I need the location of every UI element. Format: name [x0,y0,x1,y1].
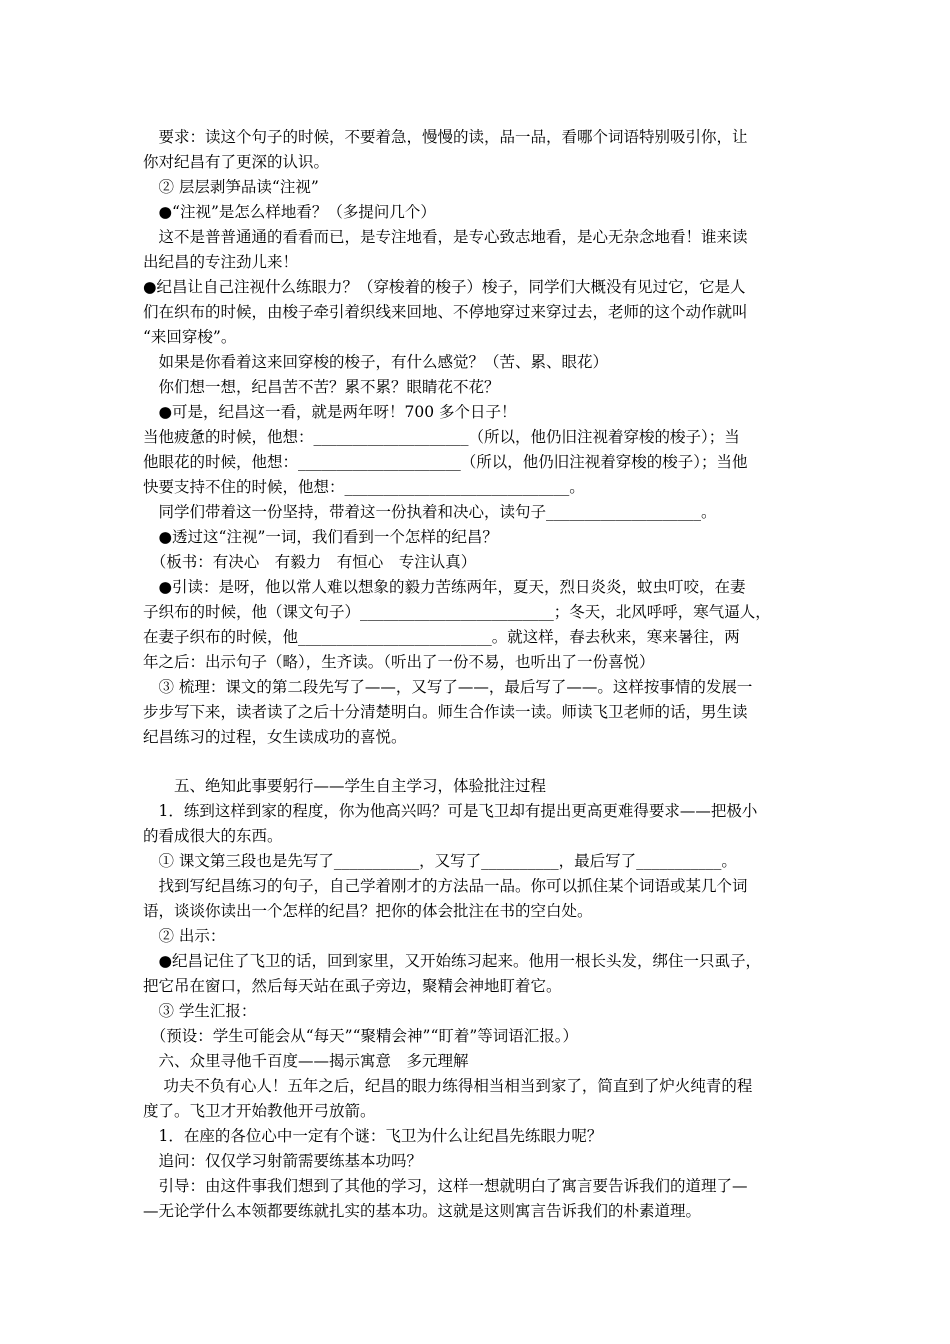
text-line: 他眼花的时候，他想：_____________________（所以，他仍旧注视着穿梭的梭子）；当他 [143,453,748,471]
text-line: 1．练到这样到家的程度，你为他高兴吗？可是飞卫却有提出更高更难得要求——把极小 [143,802,758,820]
text-line: 步步写下来，读者读了之后十分清楚明白。师生合作读一读。师读飞卫老师的话，男生读 [143,703,748,721]
text-line: （预设：学生可能会从“每天”“聚精会神”“盯着”等词语汇报。） [143,1027,579,1045]
text-line: 这不是普普通通的看看而已，是专注地看，是专心致志地看，是心无杂念地看！谁来读 [143,228,748,246]
text-line: 把它吊在窗口，然后每天站在虱子旁边，聚精会神地盯着它。 [143,977,562,995]
text-line: 语，谈谈你读出一个怎样的纪昌？把你的体会批注在书的空白处。 [143,902,593,920]
text-line: ① 课文第三段也是先写了___________，又写了__________，最后写了___________。 [143,852,737,870]
text-line: ●引读：是呀，他以常人难以想象的毅力苦练两年，夏天，烈日炎炎，蚊虫叮咬，在妻 [143,578,746,596]
text-line: ② 出示： [143,927,226,945]
text-line: 追问：仅仅学习射箭需要练基本功吗？ [143,1152,423,1170]
text-line: ●纪昌让自己注视什么练眼力？（穿梭着的梭子）梭子，同学们大概没有见过它，它是人 [143,278,746,296]
text-line: ●可是，纪昌这一看，就是两年呀！700 多个日子！ [143,403,517,421]
text-line: 的看成很大的东西。 [143,827,283,845]
text-line: 当他疲惫的时候，他想：____________________（所以，他仍旧注视着穿梭的梭子）；当 [143,428,740,446]
text-line: 要求：读这个句子的时候，不要着急，慢慢的读，品一品，看哪个词语特别吸引你，让 [143,128,748,146]
text-line: ●透过这“注视”一词，我们看到一个怎样的纪昌？ [143,528,498,546]
section-heading: 六、众里寻他千百度——揭示寓意 多元理解 [143,1052,469,1070]
text-line: 出纪昌的专注劲儿来！ [143,253,299,271]
text-line: “来回穿梭”。 [143,328,237,346]
text-line: 你们想一想，纪昌苦不苦？累不累？眼睛花不花？ [143,378,500,396]
text-line: 快要支持不住的时候，他想：_____________________________。 [143,478,585,496]
text-line: 们在织布的时候，由梭子牵引着织线来回地、不停地穿过来穿过去，老师的这个动作就叫 [143,303,748,321]
text-line: 纪昌练习的过程，女生读成功的喜悦。 [143,728,407,746]
text-line: 引导：由这件事我们想到了其他的学习，这样一想就明白了寓言要告诉我们的道理了— [143,1177,748,1195]
text-line: ●纪昌记住了飞卫的话，回到家里，又开始练习起来。他用一根长头发，绑住一只虱子， [143,952,762,970]
text-line: ●“注视”是怎么样地看？（多提问几个） [143,203,436,221]
text-line: 子织布的时候，他（课文句子）_________________________；冬天，北风呼呼，寒气逼人， [143,603,771,621]
section-heading: ② 层层剥笋品读“注视” [143,178,319,196]
text-line: 功夫不负有心人！五年之后，纪昌的眼力练得相当相当到家了，简直到了炉火纯青的程 [143,1077,753,1095]
text-line: 1．在座的各位心中一定有个谜：飞卫为什么让纪昌先练眼力呢？ [143,1127,603,1145]
text-line: —无论学什么本领都要练就扎实的基本功。这就是这则寓言告诉我们的朴素道理。 [143,1202,702,1220]
text-line: （板书：有决心 有毅力 有恒心 专注认真） [143,553,477,571]
text-line: 找到写纪昌练习的句子，自己学着刚才的方法品一品。你可以抓住某个词语或某几个词 [143,877,748,895]
text-line: 同学们带着这一份坚持，带着这一份执着和决心，读句子____________________。 [143,503,717,521]
text-line: 年之后：出示句子（略），生齐读。（听出了一份不易，也听出了一份喜悦） [143,653,655,671]
section-heading: 五、绝知此事要躬行——学生自主学习，体验批注过程 [143,777,547,795]
text-line: 度了。飞卫才开始教他开弓放箭。 [143,1102,376,1120]
text-line: ③ 学生汇报： [143,1002,257,1020]
text-line: 你对纪昌有了更深的认识。 [143,153,330,171]
section-heading: ③ 梳理：课文的第二段先写了——，又写了——，最后写了——。这样按事情的发展一 [143,678,753,696]
text-line: 在妻子织布的时候，他_________________________。就这样，春去秋来，寒来暑往，两 [143,628,740,646]
text-line: 如果是你看着这来回穿梭的梭子，有什么感觉？（苦、累、眼花） [143,353,609,371]
